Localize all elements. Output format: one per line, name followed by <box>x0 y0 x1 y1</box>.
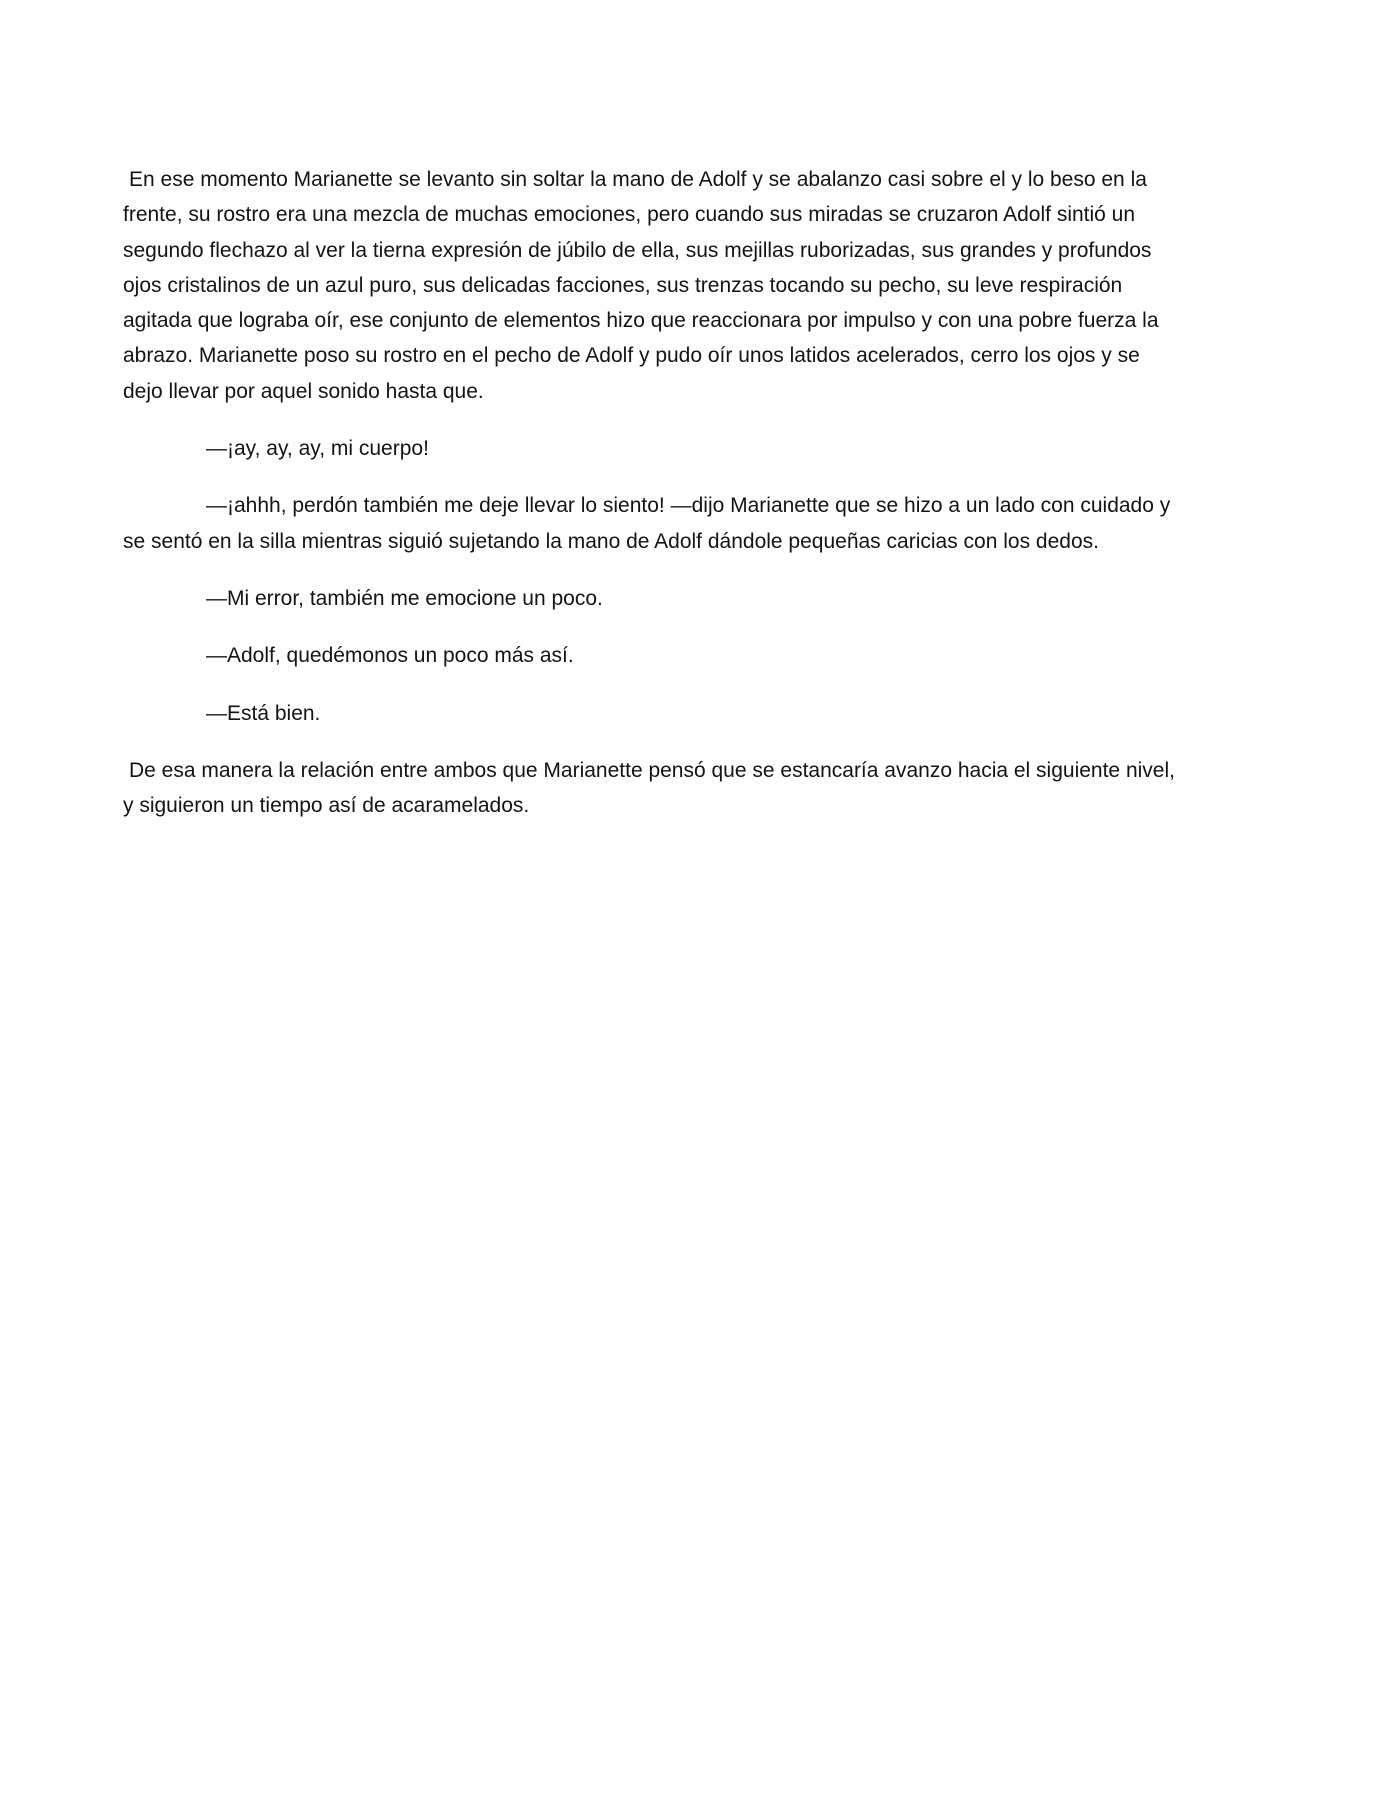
text-line: —¡ay, ay, ay, mi cuerpo! <box>206 437 429 461</box>
text-line: —¡ahhh, perdón también me deje llevar lo siento! —dijo Marianette que se hizo a un lado con cuidado y <box>206 494 1171 518</box>
paragraph-dialogue <box>123 581 1283 616</box>
text-line: segundo flechazo al ver la tierna expresión de júbilo de ella, sus mejillas ruborizadas, sus grandes y profundos <box>123 238 1152 262</box>
paragraph-dialogue <box>123 431 1283 466</box>
text-line: frente, su rostro era una mezcla de muchas emociones, pero cuando sus miradas se cruzaron Adolf sintió un <box>123 203 1136 227</box>
paragraph-dialogue <box>123 638 1283 673</box>
document-body <box>123 162 1283 845</box>
text-line: En ese momento Marianette se levanto sin soltar la mano de Adolf y se abalanzo casi sobre el y lo beso en la <box>129 168 1147 191</box>
text-line: abrazo. Marianette poso su rostro en el pecho de Adolf y pudo oír unos latidos acelerados, cerro los ojos y se <box>123 344 1140 368</box>
paragraph-dialogue <box>123 696 1283 731</box>
paragraph-narration <box>123 753 1283 824</box>
text-line: —Está bien. <box>206 701 321 725</box>
paragraph-narration <box>123 162 1283 409</box>
text-line: —Adolf, quedémonos un poco más así. <box>206 644 574 668</box>
text-line: agitada que lograba oír, ese conjunto de elementos hizo que reaccionara por impulso y con una pobre fuerza la <box>123 309 1159 333</box>
paragraph-dialogue <box>123 488 1283 559</box>
text-line: se sentó en la silla mientras siguió sujetando la mano de Adolf dándole pequeñas caricias con los dedos. <box>123 529 1099 553</box>
text-line: De esa manera la relación entre ambos que Marianette pensó que se estancaría avanzo hacia el siguiente nivel, <box>129 758 1175 782</box>
text-line: ojos cristalinos de un azul puro, sus delicadas facciones, sus trenzas tocando su pecho, su leve respiración <box>123 273 1123 297</box>
text-line: —Mi error, también me emocione un poco. <box>206 586 603 610</box>
text-line: y siguieron un tiempo así de acaramelados. <box>123 794 530 818</box>
text-line: dejo llevar por aquel sonido hasta que. <box>123 379 484 403</box>
